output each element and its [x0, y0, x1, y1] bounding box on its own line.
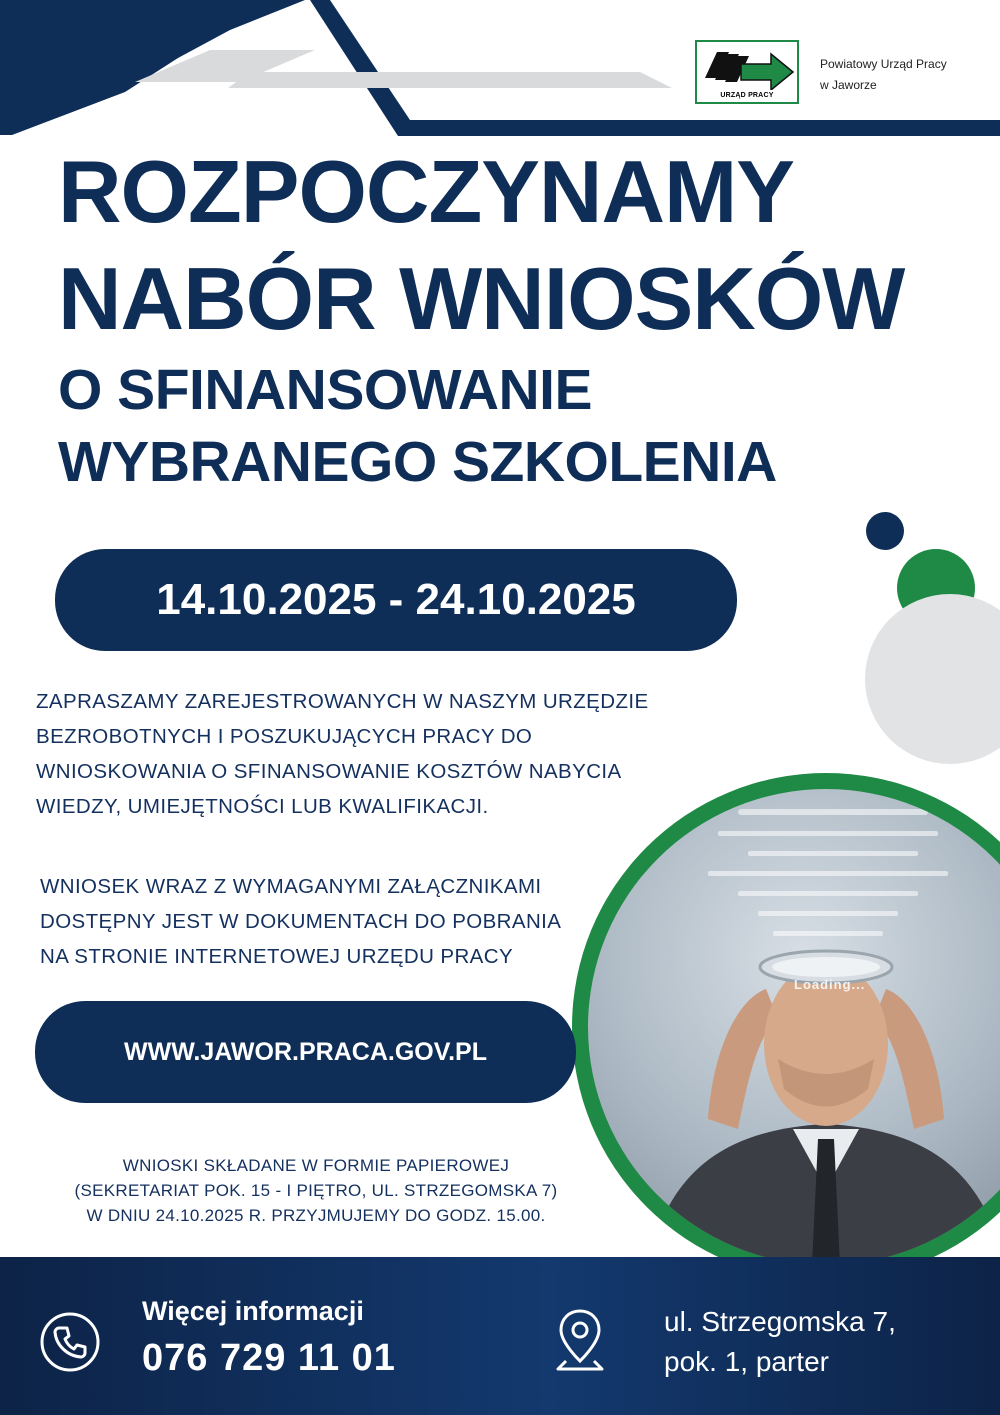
invitation-line: ZAPRASZAMY ZAREJESTROWANYCH W NASZYM URZĘDZIE	[36, 690, 649, 713]
organization-name-line: w Jaworze	[820, 78, 877, 92]
submission-note	[0, 1153, 632, 1228]
urzad-pracy-logo	[695, 40, 799, 104]
documents-line: DOSTĘPNY JEST W DOKUMENTACH DO POBRANIA	[40, 910, 562, 933]
address-line: pok. 1, parter	[664, 1346, 829, 1377]
gray-circle	[865, 594, 1000, 764]
location-pin-icon	[554, 1307, 606, 1373]
address-line: ul. Strzegomska 7,	[664, 1306, 896, 1337]
organization-name-line: Powiatowy Urząd Pracy	[820, 57, 947, 71]
invitation-text	[36, 684, 649, 824]
logo-arrow-icon	[701, 46, 795, 90]
note-line: WNIOSKI SKŁADANE W FORMIE PAPIEROWEJ	[122, 1156, 510, 1175]
invitation-line: BEZROBOTNYCH I POSZUKUJĄCYCH PRACY DO	[36, 725, 533, 748]
website-badge: WWW.JAWOR.PRACA.GOV.PL	[35, 1001, 576, 1103]
date-range-badge: 14.10.2025 - 24.10.2025	[55, 549, 737, 651]
note-line: W DNIU 24.10.2025 R. PRZYJMUJEMY DO GODZ. 15.00.	[86, 1206, 546, 1225]
note-line: (SEKRETARIAT POK. 15 - I PIĘTRO, UL. STRZEGOMSKA 7)	[74, 1181, 558, 1200]
headline-line-1: ROZPOCZYNAMY	[58, 142, 794, 241]
address	[664, 1302, 896, 1382]
navy-dot	[866, 512, 904, 550]
phone-icon	[39, 1311, 101, 1373]
headline-line-3: O SFINANSOWANIE	[58, 358, 593, 422]
organization-name	[820, 54, 990, 96]
documents-line: NA STRONIE INTERNETOWEJ URZĘDU PRACY	[40, 945, 514, 968]
logo-text: URZĄD PRACY	[720, 92, 774, 99]
documents-info	[40, 869, 561, 974]
invitation-line: WNIOSKOWANIA O SFINANSOWANIE KOSZTÓW NABYCIA	[36, 760, 622, 783]
headline-line-4: WYBRANEGO SZKOLENIA	[58, 430, 777, 494]
invitation-line: WIEDZY, UMIEJĘTNOŚCI LUB KWALIFIKACJI.	[36, 795, 489, 818]
phone-number: 076 729 11 01	[142, 1337, 396, 1379]
more-info-label: Więcej informacji	[142, 1296, 364, 1326]
headline-line-2: NABÓR WNIOSKÓW	[58, 249, 905, 348]
documents-line: WNIOSEK WRAZ Z WYMAGANYMI ZAŁĄCZNIKAMI	[40, 875, 542, 898]
photo-overlay-text: Loading...	[794, 977, 866, 992]
